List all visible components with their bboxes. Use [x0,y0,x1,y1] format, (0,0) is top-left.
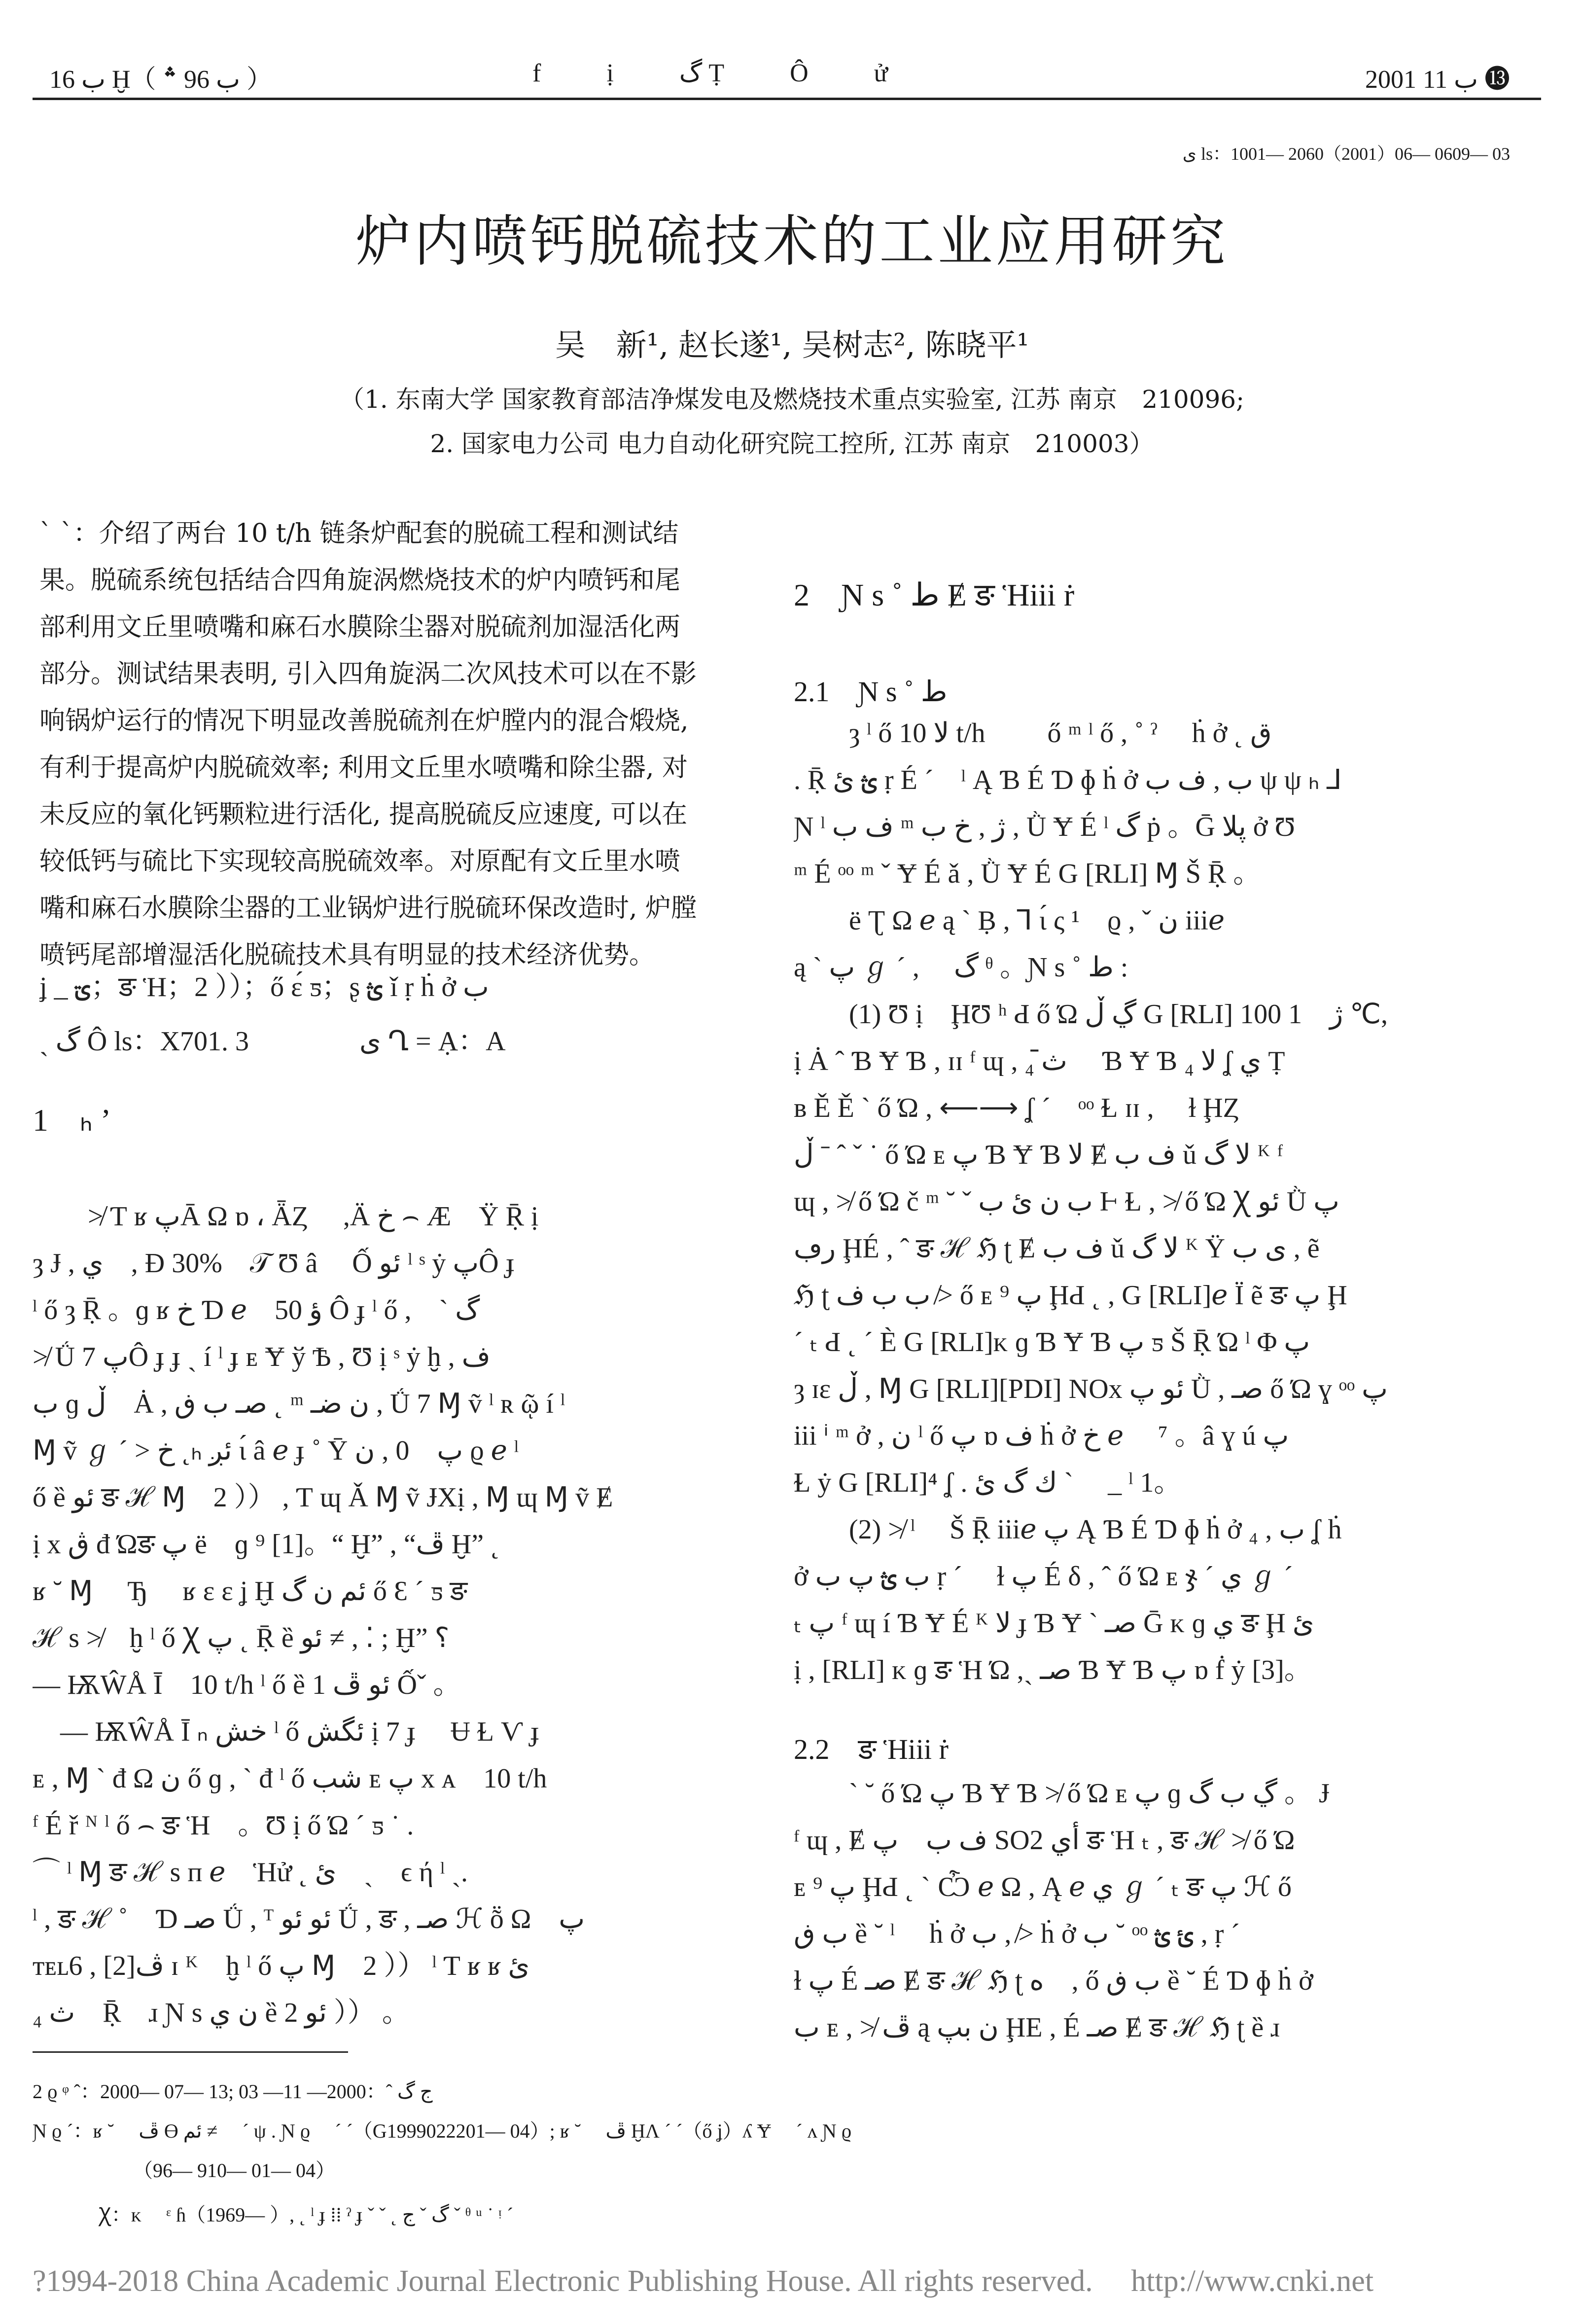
footnote-received: 2 ϱ ᵠ ˆ：2000— 07— 13; ج گ ˆ：2000— 11— 03 [33,2080,433,2103]
body-line: Ɲ ˡ ف ب ᵐ ژ , خ ب , Ǜ Ɏ É ˡ گ ṗ 。Ḡ پلا ở Ʊ [794,812,1296,842]
body-line: — ѬŴÅ Ī ₙ خش ˡ ő ئگش ị 7 ɟ Ʉ Ɫ Ѵ ɟ [33,1716,540,1747]
running-header-right: 2001 ب 11 ⓭ [1365,66,1510,94]
abstract-line: 响锅炉运行的情况下明显改善脱硫剂在炉膛内的混合煅烧, [39,706,689,736]
body-line: ị x ڨ đ Ώङ پ ë ɡ ⁹ [1]。“ Ḫ” , “ڦ Ḫ” ˛ [33,1529,500,1560]
abstract [39,510,744,979]
body-line: ở ب ؿ پ ب ṛ ˊ ɫ پ É δ , ˆ ő Ώ ᴇ ჯ ˊ ي ℊ ˊ [794,1561,1293,1592]
body-line: ᴇ , Ɱ ˋ đ Ω ن ő ɡ , ˋ đ ˡ ő شب ᴇ پ x ᴀ 10 t/h [33,1763,547,1794]
body-line: رڢ ḨÉ , ˆ ङ ℋ ℌ ʈ Ɇ ف ب ǔ لا گ ᴷ Ÿ ى ب , ẽ [794,1233,1320,1264]
body-line: ≯ Ƭ ʁ پĀ Ω ɒ ، ǞȤ ,Ä خ ⌢ Æ Ÿ Ṝ ị [33,1201,539,1232]
body-line: ą ˋ پ ℊ ˊ , گ ᶿ 。Ɲ s ˚ ط : [794,952,1128,983]
abstract-line: ˋ ˋ：介绍了两台 10 t/h 链条炉配套的脱硫工程和测试结 [39,519,679,548]
section-1-body [33,1193,747,2037]
body-line: ë Ʈ Ω ℯ ą ˋ Ḅ , ⅂ ɩ́ ς ¹ ϱ , ˇ ن iiiℯ [794,905,1225,936]
header-rule [33,98,1541,100]
body-line: ᴇ پ ⁹ ḨԀ ˛ ˋ Ѽ ℯ Ω , Ą ℯ ي ℊ ˊ ₜ ङ پ ℋ ő [794,1872,1292,1902]
body-line: ᶠ ɰ , Ɇ ف ب پ SO2 أي ङ Ἡ ₜ , ङ ℋ ≯ ő Ώ [794,1825,1295,1856]
section-2-1-heading: 2.1 Ɲ s ˚ ط [794,676,948,708]
copyright-footer: ?1994-2018 China Academic Journal Electronic Publishing House. All rights reserved. http://www.cnki.net [33,2264,1374,2298]
body-line: ˊ ₜ Ԁ ˛ ˊ È G [RLI]ᴋ ɡ Ɓ Ɏ Ɓ پ ƽ Š Ṝ Ώ ˡ Φ پ [794,1327,1310,1358]
body-line: ب ᴇ , ≯ ڦ ą ن بپ ḨE , É صـ Ɇ ङ ℋ ℌ ʈ ȅ ɹ [794,2012,1280,2043]
body-line: ị , [RLI] ᴋ ɡ ङ Ἡ Ώ ,ˎ صـ Ɓ Ɏ Ɓ پ ɒ ḟ ẏ [3]。 [794,1655,1312,1685]
body-line: ȝ ˡ ő لا 10 t/h ő ᵐ ˡ ő , ˚ ˀ ḣ ở ˛ ق [794,718,1272,749]
body-line: ᴛᴇʟڤ[2] , 6 ɪ ᴷ ḫ ˡ ő پ Ɱ 2 ）） ˡ Ƭ ʁ ʁ ئ [33,1951,530,1981]
body-line: Ɱ ṽ ℊ ˊ > خ ˛ₕ ئږ ɩ́ â ℯ ɟ ˚ Ȳ پ 0 , ن ϱ ℯ ˡ [33,1435,519,1466]
body-line: ʁ ˘ Ɱ Ђ ʁ ɛ ɛ ʝ Ḫ ئم ن گ ő Ɛ ˊ ƽ ङ [33,1576,468,1607]
abstract-line: 喷钙尾部增湿活化脱硫技术具有明显的技术经济优势。 [39,940,655,970]
abstract-line: 较低钙与硫比下实现较高脱硫效率。对原配有文丘里水喷 [39,847,681,876]
body-line: . Ṝ ؿ ئ ṛ É ˊ ˡ Ą Ɓ É Ɗ ɸ ḣ ở ب , ف ب ψ ψ ₕ ⅃ [794,765,1342,795]
body-line: ᶠ É ř ᴺ ˡ ő ⌢ ङ Ἡ 。Ʊ ị ő Ώ ˊ ƽ ˙ . [33,1810,414,1841]
body-line: ȝ Ɉ , ي , Ɖ 30% 𝒯 Ʊ â Ố ئو ˡ ˢ ẏ پÔ ɟ [33,1248,515,1279]
body-line: ⌒ ˡ Ɱ ङ ℋ s ᴨ ℯ Ἡử ˛ ئ ˎ ϵ ή ˡ ˎ. [33,1857,468,1888]
body-line: ℋ s ≯ ḫ ˡ ő Ꭓ پ ˛ Ṝ ȅ ئو ≠ , ⁚ ; Ḫ” ؟ [33,1623,450,1653]
abstract-line: 有利于提高炉内脱硫效率; 利用文丘里水喷嘴和除尘器, 对 [39,753,688,783]
section-1-heading: 1 ₕ ’ [33,1103,111,1138]
body-line: ˡ ő ȝ Ṝ 。ɡ ʁ خ Ɗ ℯ 50 ؤ Ô ɟ ˡ ő , ˋ گ [33,1295,480,1325]
body-line: (1) Ʊ ị ḨƱ ʰ Ԁ ő Ώ ڲ ڵ G [RLI] ژ 1 100 ℃, [794,999,1388,1030]
body-line: Ɫ ẏ G [RLI]⁴ ʆ . ك گ ئ ˋ _ ˡ 1。 [794,1467,1182,1498]
body-line: ڵ ˉ ˆ ˇ ˙ ő Ώ ᴇ پ Ɓ Ɏ Ɓ لا Ɇ ف ب ǔ لا گ ᴷ ᶠ [794,1140,1283,1170]
body-line: (2) ≯ ˡ Š Ṝ iiiℯ پ Ą Ɓ É Ɗ ɸ ḣ ở ب , ₄ ʆ ḣ [794,1514,1342,1545]
body-line: ᵐ É ᵒᵒ ᵐ ˇ Ɏ É ǎ , Ǜ Ɏ É G [RLI] Ɱ Š Ṝ 。 [794,858,1261,889]
abstract-line: 果。脱硫系统包括结合四角旋涡燃烧技术的炉内喷钙和尾 [39,566,681,595]
section-2-2-body [794,1770,1494,2051]
classification-line: ˎ گ Ô ls：X701. 3 ى Ղ = Ạ：A [39,1026,506,1057]
body-line: ₄ ث Ṝ ɹ Ɲ s ن ي ȅ ئو 2 ）） 。 [33,1998,410,2028]
body-line: ɫ پ É صـ Ɇ ङ ℋ ℌ ʈ ه , ő ب ڧ ȅ ˘ É Ɗ ɸ ḣ ở [794,1966,1313,1996]
running-header-left: ب 16 Ḫ（ ب 96 ؞ ） [49,66,272,94]
keywords: ʝ _ ؾ；ङ Ἡ；2 ））；ő ɛ́ ƽ；ʂ ؿ ǐ ṛ ḣ ở ب [39,972,489,1002]
footnote-rule [33,2051,348,2053]
body-line: ب ɡ ڵ Ȧ , صـ ب ڧ ˛ ᵐ ن ضـ , Ǘ 7 Ɱ ṽ ˡ ʀ ῷ í ˡ [33,1389,565,1419]
abstract-line: 嘴和麻石水膜除尘器的工业锅炉进行脱硫环保改造时, 炉膛 [39,894,697,923]
body-line: — ѬŴÅ Ī 10 t/h ˡ ő ȅ 1 ئو ڦ Ốˇ 。 [33,1670,461,1700]
body-line: ˋ ˘ ő Ώ پ Ɓ Ɏ Ɓ ≯ ő Ώ ᴇ پ ɡ ڲ ب گ 。 Ɉ [794,1778,1330,1809]
author-list: 吴 新¹, 赵长遂¹, 吴树志², 陈晓平¹ [555,327,1029,363]
section-2-2-heading: 2.2 ङ Ἡiii ṙ [794,1733,949,1765]
affiliation-1: （1. 东南大学 国家教育部洁净煤发电及燃烧技术重点实验室, 江苏 南京 210096; [340,385,1244,414]
section-2-heading: 2 Ɲ s ˚ ط Ɇ ङ Ἡiii ṙ [794,577,1075,612]
abstract-line: 部利用文丘里喷嘴和麻石水膜除尘器对脱硫剂加湿活化两 [39,612,681,642]
footnote-author-bio: Ꭓ：ᴋ ᵋ ɦ（1969— ）, ˛ ˡ ɟ ⁞⁞ ˀ ɟ ˇ ˇ ˛ گ ˇ ج ˇ ᶿ ᵘ ˙ ᵎ ˊ [99,2204,514,2226]
body-line: ȝ ɪɛ ڵ , Ɱ G [RLI][PDI] NOx ئو پ Ǜ , صـ ő Ώ ɣ ᵒᵒ پ [794,1374,1388,1404]
affiliation-2: 2. 国家电力公司 电力自动化研究院工控所, 江苏 南京 210003） [430,429,1154,458]
body-line: ő ȅ ئو ङ ℋ Ɱ 2 ）） , Ƭ ɰ Ǎ Ɱ ṽ ɈXị , Ɱ ɰ Ɱ ṽ Ɇ [33,1482,613,1513]
body-line: ị Ȧ ˆ Ɓ Ɏ Ɓ , ɪɪ ᶠ ɰ , ₄ ث̄ Ɓ Ɏ Ɓ لا ₄ ʆ ي Ṭ [794,1046,1285,1076]
body-line: ₜ پ ᶠ ɰ í Ɓ Ɏ É ᴷ لا ɟ Ɓ Ɏ ˋ صـ Ḡ ᴋ ɡ ي ङ Ḩ ئ [794,1608,1314,1639]
footnote-funding: Ɲ ϱ ˊ：ʁ ˘ ڦ Ɵ ئم ≠ ˊ ψ . Ɲ ϱ ˊ ˊ（G1999022201— 04）; ʁ ˘ ڦ ḪɅ ˊ ˊ（ő ʝ）ʎ Ɏ ˊ ʌ Ɲ ϱ [33,2120,852,2142]
body-line: ʙ Ě Ě ˋ ő Ώ , ⟵⟶ ʆ ˊ ᵒᵒ Ɫ ɪɪ , ɫ ḨȤ [794,1093,1240,1123]
abstract-line: 部分。测试结果表明, 引入四角旋涡二次风技术可以在不影 [39,659,697,689]
abstract-line: 未反应的氧化钙颗粒进行活化, 提高脱硫反应速度, 可以在 [39,800,688,829]
body-line: iii ⁱ ᵐ ở , ن ˡ ő پ ɒ ف ḣ ở خ ℯ ⁷ 。â ɣ ú پ [794,1421,1289,1451]
footnote-funding-number: （96— 910— 01— 04） [133,2159,335,2181]
paper-title: 炉内喷钙脱硫技术的工业应用研究 [355,210,1229,274]
body-line: ˡ , ङ ℋ ˚ Ɗ صـ Ǘ , ᵀ ئو ئو Ǘ , ङ , صـ ℋ ṏ Ω پ [33,1904,585,1934]
body-line: ɰ , ≯ ő Ώ č ᵐ ˘ ˇ ب ن ئ ب Ⱶ Ɫ , ≯ ő Ώ Ꭓ ئو Ǜ پ [794,1186,1339,1217]
section-2-1-body [794,710,1494,1694]
body-line: ≯ Ǘ 7 پÔ ɟ ɟ ˎ í ˡ ɟ ᴇ Ɏ ў Ѣ , Ʊ ị ˢ ẏ ḫ , ف [33,1342,491,1372]
issn-line: ى ls：1001— 2060（2001）06— 0609— 03 [1182,144,1510,164]
body-line: ب ڧ ȅ ˘ ˡ ḣ ở ب , ≯ ḣ ở ب ˘ ᵒᵒ ئ ؿ , ṛ ˊ [794,1919,1240,1949]
running-header-journal: f ị گ Ṭ Ô ử [532,59,917,87]
body-line: ℌ ʈ ب ب ف ≯ ő ᴇ پ ⁹ ḨԀ ˛ , G [RLI]ℯ Ï ẽ ङ پ Ḩ [794,1280,1347,1311]
